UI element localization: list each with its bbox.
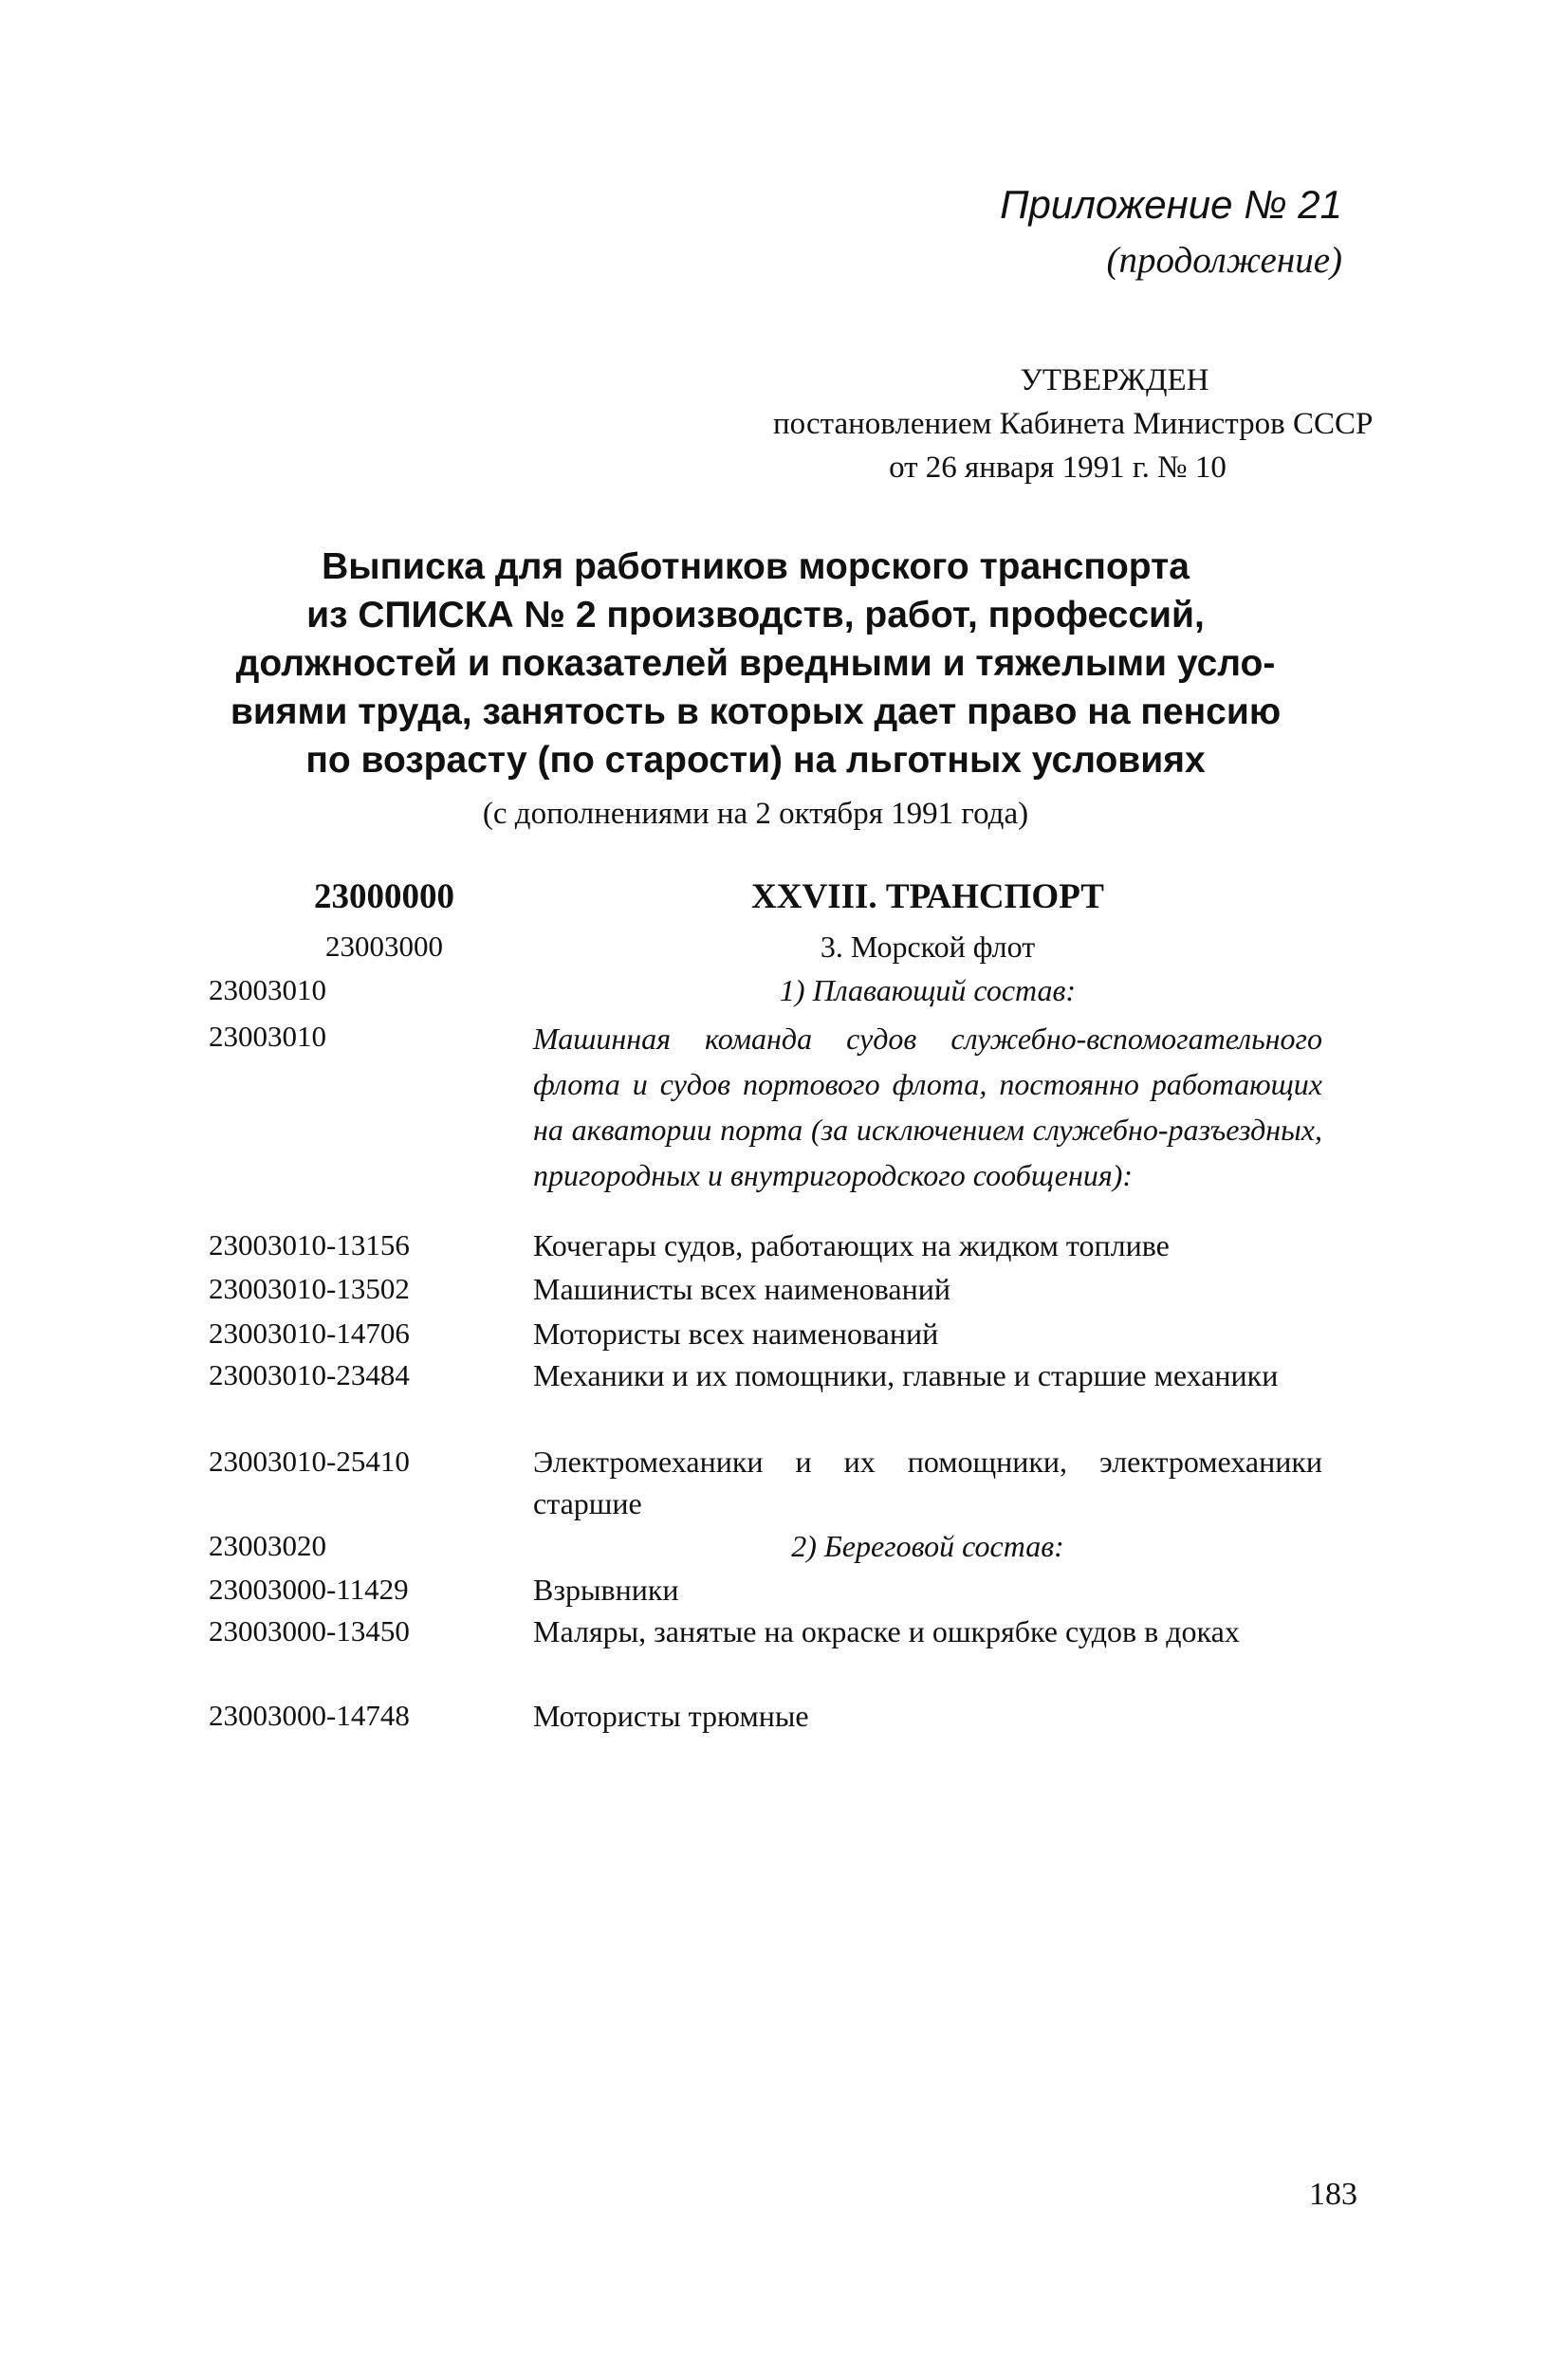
row-code: 23003000-14748 [209,1699,410,1732]
title-line-4: виями труда, занятость в которых дает право на пенсию [230,691,1282,732]
row-text: Механики и их помощники, главные и старшие механики [533,1358,1279,1392]
row-code: 23003000-13450 [209,1614,410,1648]
row-text: Машинная команда судов служебно-вспомогательного флота и судов портового флота, постоянно работающих на акватории порта (за исключением служебно-разъездных, пригородных и внутригородского сообщения): [533,1022,1322,1192]
row-text: Машинисты всех наименований [533,1272,950,1306]
row-code: 23000000 [314,877,454,916]
document-subtitle: (с дополнениями на 2 октября 1991 года) [482,797,1029,831]
annex-continuation: (продолжение) [1106,240,1342,281]
row-code: 23003010-13156 [209,1228,410,1261]
row-text: XXVIII. ТРАНСПОРТ [751,877,1104,916]
approval-line-1: постановлением Кабинета Министров СССР [773,407,1374,441]
row-code: 23003010-23484 [209,1358,410,1391]
row-code: 23003010-13502 [209,1272,410,1305]
row-code: 23003010-25410 [209,1445,410,1478]
row-code: 23003020 [209,1529,326,1562]
row-code: 23003010 [209,1020,326,1053]
row-text: Кочегары судов, работающих на жидком топливе [533,1228,1170,1262]
row-text: Мотористы всех наименований [533,1316,939,1351]
document-title [171,543,1340,784]
page-number: 183 [1309,2177,1357,2212]
approval-block [773,359,1374,489]
title-line-3: должностей и показателей вредными и тяжелыми усло- [235,643,1276,684]
row-code: 23003000 [325,930,443,963]
row-code: 23003010-14706 [209,1316,410,1350]
row-text: 3. Морской флот [820,930,1036,964]
row-text: 2) Береговой состав: [791,1529,1064,1563]
title-line-1: Выписка для работников морского транспорта [322,546,1190,587]
row-text: Взрывники [533,1573,679,1607]
approved-label: УТВЕРЖДЕН [1020,363,1209,397]
approval-line-2: от 26 января 1991 г. № 10 [889,451,1227,485]
row-text: Маляры, занятые на окраске и ошкрябке судов в доках [533,1614,1240,1648]
title-line-5: по возрасту (по старости) на льготных условиях [305,740,1206,781]
row-text: Мотористы трюмные [533,1699,809,1733]
annex-title: Приложение № 21 [1000,182,1342,227]
row-text: 1) Плавающий состав: [779,973,1077,1007]
row-code: 23003010 [209,973,326,1006]
row-text: Электромеханики и их помощники, электромеханики старшие [533,1445,1322,1520]
title-line-2: из СПИСКА № 2 производств, работ, профессий, [306,595,1205,635]
row-code: 23003000-11429 [209,1573,409,1606]
